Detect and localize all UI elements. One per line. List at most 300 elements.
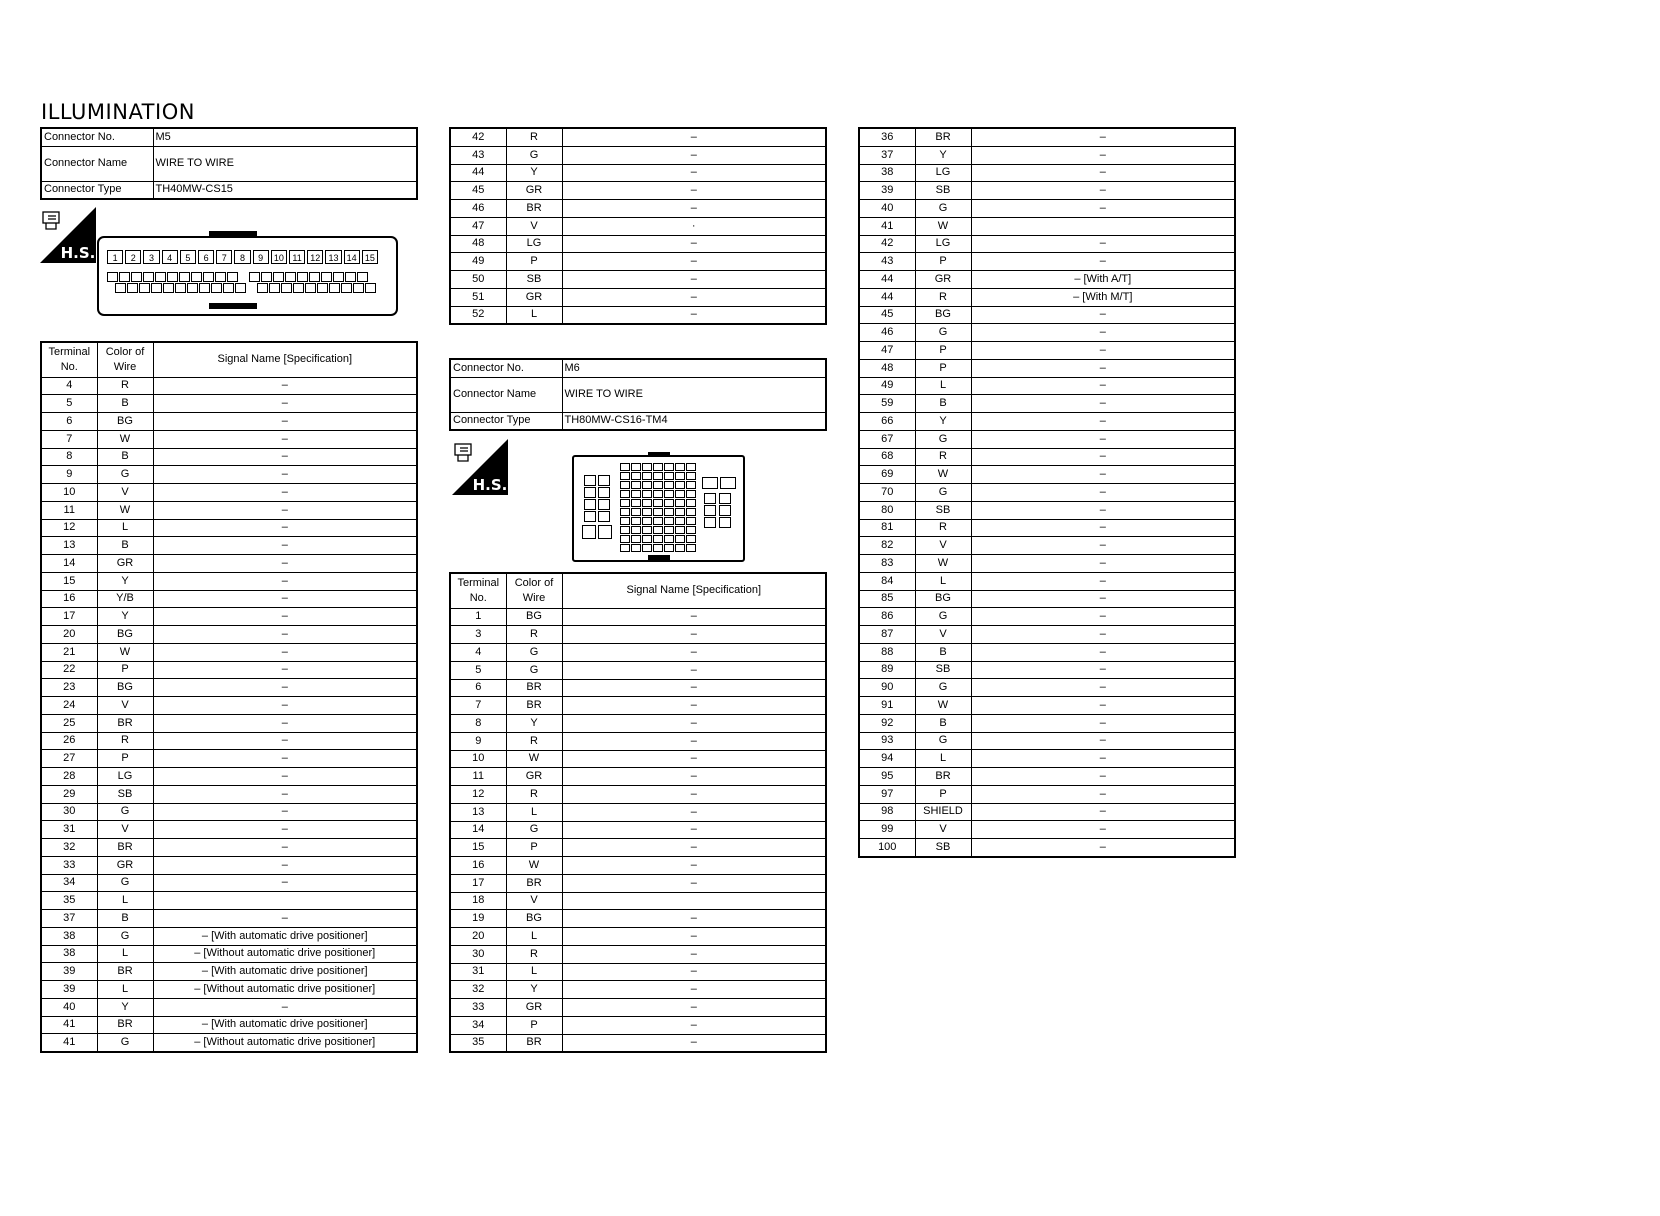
connector-cavity — [702, 477, 718, 489]
connector-pin: 6 — [198, 250, 214, 264]
wire-color-cell: SHIELD — [915, 803, 971, 821]
signal-name-cell: – — [153, 413, 417, 431]
table-row — [859, 306, 1235, 324]
wire-color-cell: LG — [506, 235, 562, 253]
terminal-no-cell: 30 — [450, 945, 506, 963]
wire-color-cell: GR — [506, 182, 562, 200]
wire-color-cell: R — [97, 377, 153, 395]
connector-cavity — [317, 283, 328, 293]
signal-name-cell: – [Without automatic drive positioner] — [153, 981, 417, 999]
terminal-no-cell: 33 — [450, 999, 506, 1017]
signal-name-cell: – — [153, 910, 417, 928]
signal-name-cell: – — [971, 324, 1235, 342]
terminal-no-cell: 13 — [41, 537, 97, 555]
m6-connector-no: M6 — [562, 359, 826, 377]
m5-connector-type: TH40MW-CS15 — [153, 181, 417, 199]
m5-connector-no: M5 — [153, 128, 417, 146]
signal-name-cell: – — [562, 146, 826, 164]
connector-cavity — [631, 472, 641, 480]
connector-cavity — [664, 463, 674, 471]
wire-color-cell: SB — [915, 182, 971, 200]
connector-cavity — [686, 544, 696, 552]
table-row — [859, 182, 1235, 200]
terminal-no-cell: 98 — [859, 803, 915, 821]
connector-cavity — [620, 544, 630, 552]
table-row — [450, 608, 826, 626]
wire-color-cell: L — [97, 892, 153, 910]
connector-cavity — [191, 272, 202, 282]
connector-cavity — [675, 535, 685, 543]
table-row — [859, 626, 1235, 644]
connector-pin: 12 — [307, 250, 323, 264]
wire-color-cell: G — [97, 466, 153, 484]
connector-cavity — [598, 475, 610, 486]
table-row — [450, 803, 826, 821]
table-row — [450, 786, 826, 804]
signal-name-cell: – — [971, 714, 1235, 732]
connector-cavity — [631, 499, 641, 507]
connector-cavity — [365, 283, 376, 293]
connector-cavity — [620, 499, 630, 507]
connector-cavity — [223, 283, 234, 293]
signal-name-cell: – — [153, 626, 417, 644]
table-row — [41, 395, 417, 413]
connector-cavity — [631, 463, 641, 471]
connector-name-label: Connector Name — [450, 377, 562, 412]
signal-name-cell: – — [971, 235, 1235, 253]
terminal-no-cell: 97 — [859, 785, 915, 803]
table-row — [859, 359, 1235, 377]
signal-name-cell: – — [153, 874, 417, 892]
wire-color-cell: G — [915, 732, 971, 750]
terminal-no-cell: 9 — [41, 466, 97, 484]
terminal-no-cell: 15 — [450, 839, 506, 857]
connector-cavity — [704, 517, 716, 528]
wire-color-cell: V — [915, 626, 971, 644]
terminal-no-cell: 100 — [859, 839, 915, 857]
wire-color-cell: SB — [915, 661, 971, 679]
signal-name-cell: – — [153, 537, 417, 555]
connector-cavity — [675, 508, 685, 516]
connector-cavity — [598, 487, 610, 498]
signal-name-cell: – — [562, 235, 826, 253]
wire-color-cell: V — [97, 484, 153, 502]
table-row — [41, 981, 417, 999]
terminal-no-cell: 35 — [450, 1034, 506, 1052]
table-row — [41, 998, 417, 1016]
signal-name-cell: – — [153, 679, 417, 697]
signal-name-cell: – — [971, 377, 1235, 395]
wire-color-cell: B — [97, 537, 153, 555]
connector-cavity — [257, 283, 268, 293]
connector-cavity — [642, 526, 652, 534]
connector-cavity — [584, 475, 596, 486]
connector-cavity — [653, 535, 663, 543]
connector-cavity — [235, 283, 246, 293]
table-row — [41, 519, 417, 537]
connector-cavity — [285, 272, 296, 282]
terminal-no-cell: 36 — [859, 128, 915, 146]
signal-name-cell: – — [153, 466, 417, 484]
connector-cavity — [175, 283, 186, 293]
table-row — [859, 253, 1235, 271]
signal-name-cell: – — [153, 572, 417, 590]
terminal-no-cell: 42 — [450, 128, 506, 146]
table-row — [859, 448, 1235, 466]
table-row — [450, 928, 826, 946]
m6-connector-type: TH80MW-CS16-TM4 — [562, 412, 826, 430]
connector-type-label: Connector Type — [450, 412, 562, 430]
table-row — [450, 750, 826, 768]
signal-name-cell: – — [153, 803, 417, 821]
terminal-no-cell: 84 — [859, 572, 915, 590]
terminal-no-cell: 46 — [859, 324, 915, 342]
connector-pin: 7 — [216, 250, 232, 264]
wire-color-cell: BR — [915, 128, 971, 146]
connector-cavity — [642, 499, 652, 507]
connector-cavity — [620, 463, 630, 471]
connector-cavity — [353, 283, 364, 293]
wire-color-cell: L — [97, 945, 153, 963]
table-row — [41, 714, 417, 732]
table-row — [450, 253, 826, 271]
table-row — [450, 146, 826, 164]
signal-name-cell: – [With A/T] — [971, 271, 1235, 289]
terminal-no-cell: 23 — [41, 679, 97, 697]
connector-cavity — [261, 272, 272, 282]
terminal-no-cell: 86 — [859, 608, 915, 626]
harness-side-icon — [40, 207, 96, 263]
terminal-no-cell: 92 — [859, 714, 915, 732]
table-row — [41, 608, 417, 626]
signal-name-cell: – — [971, 146, 1235, 164]
table-row — [450, 999, 826, 1017]
wire-color-cell: V — [506, 217, 562, 235]
terminal-no-cell: 15 — [41, 572, 97, 590]
table-row — [41, 910, 417, 928]
wire-color-cell: R — [506, 786, 562, 804]
terminal-no-cell: 39 — [859, 182, 915, 200]
terminal-no-cell: 81 — [859, 519, 915, 537]
connector-cavity — [686, 490, 696, 498]
table-row — [450, 945, 826, 963]
wire-color-cell: Y — [915, 413, 971, 431]
wire-color-cell: Y — [97, 572, 153, 590]
wire-color-cell: P — [97, 661, 153, 679]
connector-cavity — [653, 544, 663, 552]
signal-name-cell: – — [562, 857, 826, 875]
connector-cavity — [273, 272, 284, 282]
terminal-no-cell: 14 — [41, 555, 97, 573]
wire-color-cell: G — [506, 821, 562, 839]
wire-color-cell: BR — [506, 874, 562, 892]
table-row — [859, 235, 1235, 253]
connector-cavity — [107, 272, 118, 282]
wire-color-cell: R — [506, 732, 562, 750]
terminal-no-cell: 35 — [41, 892, 97, 910]
signal-name-cell: – — [562, 768, 826, 786]
wire-color-cell: BG — [97, 679, 153, 697]
terminal-no-cell: 5 — [41, 395, 97, 413]
terminal-no-cell: 20 — [41, 626, 97, 644]
connector-cavity — [686, 481, 696, 489]
wire-color-cell: P — [506, 1016, 562, 1034]
wire-color-cell: BG — [915, 590, 971, 608]
table-row — [859, 271, 1235, 289]
terminal-no-cell: 37 — [41, 910, 97, 928]
signal-name-cell: – — [153, 697, 417, 715]
terminal-no-cell: 11 — [450, 768, 506, 786]
wire-color-cell: Y — [915, 146, 971, 164]
signal-name-cell: – — [971, 128, 1235, 146]
terminal-no-cell: 8 — [450, 715, 506, 733]
connector-pin: 8 — [234, 250, 250, 264]
table-row — [41, 501, 417, 519]
connector-cavity — [664, 508, 674, 516]
signal-name-cell: – — [562, 910, 826, 928]
table-row — [859, 572, 1235, 590]
connector-cavity — [598, 499, 610, 510]
wire-color-cell: R — [506, 945, 562, 963]
connector-cavity — [357, 272, 368, 282]
connector-cavity — [143, 272, 154, 282]
connector-cavity — [664, 472, 674, 480]
terminal-no-cell: 26 — [41, 732, 97, 750]
connector-cavity — [127, 283, 138, 293]
terminal-no-cell: 12 — [41, 519, 97, 537]
signal-name-cell: – — [971, 590, 1235, 608]
table-row — [450, 271, 826, 289]
terminal-no-cell: 39 — [41, 981, 97, 999]
table-row — [41, 945, 417, 963]
signal-name-cell: – — [971, 413, 1235, 431]
connector-cavity — [675, 526, 685, 534]
connector-pin: 3 — [143, 250, 159, 264]
connector-cavity — [187, 283, 198, 293]
wire-color-cell: GR — [506, 768, 562, 786]
connector-cavity — [720, 477, 736, 489]
connector-cavity — [584, 487, 596, 498]
page-title: ILLUMINATION — [41, 100, 195, 124]
terminal-no-cell: 30 — [41, 803, 97, 821]
terminal-no-cell: 34 — [450, 1016, 506, 1034]
table-row — [859, 750, 1235, 768]
terminal-no-cell: 44 — [450, 164, 506, 182]
signal-name-cell: – — [562, 999, 826, 1017]
table-row — [41, 555, 417, 573]
wire-color-cell: SB — [915, 501, 971, 519]
table-row — [859, 590, 1235, 608]
signal-name-cell: – — [562, 963, 826, 981]
signal-name-cell — [153, 892, 417, 910]
wire-color-cell: G — [915, 608, 971, 626]
m6-connector-info — [449, 358, 827, 431]
signal-name-cell: – — [971, 732, 1235, 750]
wire-color-cell: G — [97, 803, 153, 821]
wire-color-cell: W — [915, 697, 971, 715]
wire-color-cell: BG — [97, 626, 153, 644]
connector-cavity — [139, 283, 150, 293]
wire-color-cell: L — [506, 963, 562, 981]
table-row — [450, 306, 826, 324]
terminal-no-cell: 31 — [450, 963, 506, 981]
connector-pin: 10 — [271, 250, 287, 264]
connector-cavity — [653, 499, 663, 507]
connector-cavity — [686, 472, 696, 480]
terminal-no-cell: 10 — [450, 750, 506, 768]
table-row — [859, 342, 1235, 360]
signal-name-cell: – [With M/T] — [971, 288, 1235, 306]
table-row — [450, 164, 826, 182]
connector-cavity — [642, 535, 652, 543]
terminal-no-cell: 37 — [859, 146, 915, 164]
terminal-no-cell: 33 — [41, 856, 97, 874]
connector-pin: 13 — [325, 250, 341, 264]
table-row — [859, 413, 1235, 431]
table-row — [41, 856, 417, 874]
terminal-no-cell: 7 — [450, 697, 506, 715]
table-row — [41, 643, 417, 661]
wire-color-cell: G — [506, 661, 562, 679]
connector-cavity — [664, 481, 674, 489]
terminal-no-cell: 42 — [859, 235, 915, 253]
table-row — [859, 164, 1235, 182]
terminal-no-cell: 94 — [859, 750, 915, 768]
table-row — [859, 608, 1235, 626]
terminal-no-cell: 50 — [450, 271, 506, 289]
terminal-no-cell: 25 — [41, 714, 97, 732]
connector-cavity — [281, 283, 292, 293]
terminal-no-cell: 67 — [859, 430, 915, 448]
connector-pin: 4 — [162, 250, 178, 264]
wire-color-cell: LG — [915, 235, 971, 253]
terminal-no-cell: 28 — [41, 768, 97, 786]
signal-name-header: Signal Name [Specification] — [153, 342, 417, 377]
connector-cavity — [131, 272, 142, 282]
terminal-no-cell: 89 — [859, 661, 915, 679]
terminal-no-cell: 51 — [450, 288, 506, 306]
table-row — [41, 1016, 417, 1034]
signal-name-cell: – — [971, 306, 1235, 324]
terminal-no-cell: 19 — [450, 910, 506, 928]
signal-name-cell — [562, 892, 826, 910]
table-row — [450, 1034, 826, 1052]
wire-color-cell: GR — [97, 555, 153, 573]
connector-cavity — [155, 272, 166, 282]
terminal-no-cell: 87 — [859, 626, 915, 644]
table-row — [41, 803, 417, 821]
signal-name-cell: – — [971, 395, 1235, 413]
signal-name-cell: – — [971, 342, 1235, 360]
terminal-no-cell: 45 — [450, 182, 506, 200]
terminal-no-cell: 93 — [859, 732, 915, 750]
signal-name-cell: – — [153, 484, 417, 502]
connector-cavity — [642, 472, 652, 480]
table-row — [450, 235, 826, 253]
wire-color-cell: V — [97, 697, 153, 715]
wire-color-cell: LG — [97, 768, 153, 786]
table-row — [859, 785, 1235, 803]
table-row — [859, 324, 1235, 342]
connector-cavity — [582, 525, 596, 539]
wire-color-cell: BR — [915, 768, 971, 786]
signal-name-cell: – — [153, 395, 417, 413]
wire-color-cell: P — [97, 750, 153, 768]
table-row — [450, 857, 826, 875]
wire-color-cell: V — [506, 892, 562, 910]
signal-name-cell: – — [971, 182, 1235, 200]
signal-name-cell: – — [971, 821, 1235, 839]
table-row — [41, 484, 417, 502]
table-row — [859, 714, 1235, 732]
table-row — [859, 519, 1235, 537]
table-row — [41, 448, 417, 466]
terminal-no-cell: 13 — [450, 803, 506, 821]
signal-name-cell: – — [153, 750, 417, 768]
terminal-no-cell: 32 — [41, 839, 97, 857]
connector-no-label: Connector No. — [41, 128, 153, 146]
wire-color-cell: Y — [506, 981, 562, 999]
connector-cavity — [653, 463, 663, 471]
terminal-no-cell: 49 — [450, 253, 506, 271]
connector-cavity — [631, 481, 641, 489]
signal-name-cell: – — [971, 785, 1235, 803]
signal-name-cell: – — [971, 661, 1235, 679]
signal-name-cell: – — [971, 484, 1235, 502]
connector-cavity — [675, 499, 685, 507]
terminal-no-cell: 43 — [450, 146, 506, 164]
signal-name-cell: – — [971, 200, 1235, 218]
m6-connector-face — [572, 455, 745, 562]
table-row — [41, 430, 417, 448]
wire-color-cell: L — [97, 519, 153, 537]
signal-name-cell: – — [562, 288, 826, 306]
wire-color-cell: BR — [506, 1034, 562, 1052]
wire-color-cell: R — [915, 448, 971, 466]
connector-cavity — [664, 535, 674, 543]
table-row — [859, 537, 1235, 555]
signal-name-cell: – — [971, 466, 1235, 484]
connector-cavity — [686, 508, 696, 516]
m6-connector-name: WIRE TO WIRE — [562, 377, 826, 412]
table-row — [41, 839, 417, 857]
signal-name-cell: – [With automatic drive positioner] — [153, 963, 417, 981]
signal-name-cell: – — [971, 359, 1235, 377]
signal-name-cell: – — [153, 377, 417, 395]
signal-name-cell: – — [562, 306, 826, 324]
signal-name-cell: – — [562, 697, 826, 715]
table-row — [859, 288, 1235, 306]
wire-color-cell: P — [915, 359, 971, 377]
wire-color-cell: W — [915, 466, 971, 484]
signal-name-cell: – — [562, 821, 826, 839]
terminal-no-cell: 1 — [450, 608, 506, 626]
connector-cavity — [675, 463, 685, 471]
signal-name-cell: – [With automatic drive positioner] — [153, 1016, 417, 1034]
terminal-no-cell: 38 — [41, 945, 97, 963]
connector-cavity — [664, 517, 674, 525]
wire-color-cell: B — [97, 395, 153, 413]
table-row — [41, 874, 417, 892]
connector-cavity — [631, 544, 641, 552]
table-row — [450, 128, 826, 146]
signal-name-cell: – — [562, 679, 826, 697]
wire-color-cell: Y/B — [97, 590, 153, 608]
terminal-no-cell: 39 — [41, 963, 97, 981]
connector-cavity — [620, 517, 630, 525]
connector-latch — [209, 231, 257, 237]
connector-cavity — [675, 481, 685, 489]
